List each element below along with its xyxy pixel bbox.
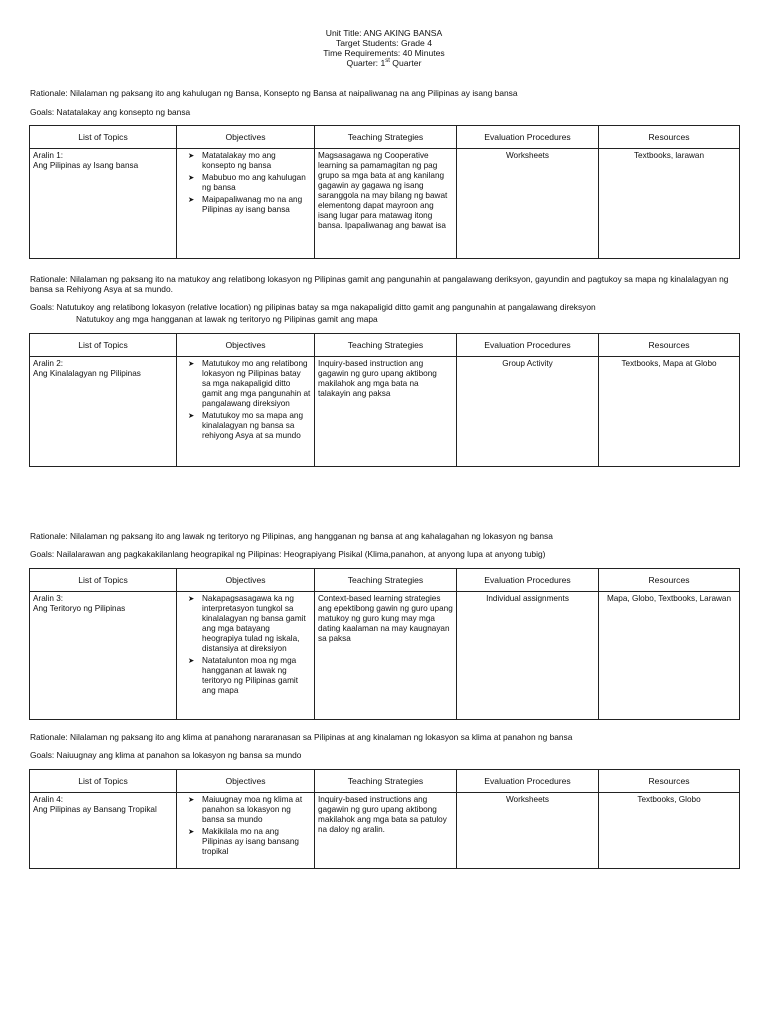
table-header-row — [30, 126, 740, 149]
strategies-cell: Inquiry-based instructions ang gagawin ng guro upang aktibong makilahok ang mga bata sa patuloy na daloy ng aralin. — [315, 793, 457, 869]
lesson-table-2 — [29, 333, 740, 467]
col-header-strategies: Teaching Strategies — [315, 334, 457, 357]
objective-item: ➤ Matutukoy mo sa mapa ang kinalalagyan ng bansa sa rehiyong Asya at sa mundo — [180, 411, 311, 441]
target-students: Target Students: Grade 4 — [335, 38, 433, 49]
table-header-row — [30, 569, 740, 592]
objective-item: ➤ Maipapaliwanag mo na ang Pilipinas ay isang bansa — [180, 195, 311, 215]
lesson-table-1 — [29, 125, 740, 259]
col-header-resources: Resources — [599, 126, 740, 149]
objective-item: ➤ Nakapagsasagawa ka ng interpretasyon tungkol sa kinalalagyan ng bansa gamit ang mga batayang heograpiya tulad ng iskala, distansiya at direksiyon — [180, 594, 311, 654]
col-header-objectives: Objectives — [177, 770, 315, 793]
objective-item: ➤ Maiuugnay moa ng klima at panahon sa lokasyon ng bansa sa mundo — [180, 795, 311, 825]
topic-cell — [30, 793, 177, 869]
objective-item: ➤ Natatalunton moa ng mga hangganan at lawak ng teritoryo ng Pilipinas gamit ang mapa — [180, 656, 311, 696]
rationale-1: Rationale: Nilalaman ng paksang ito ang kahulugan ng Bansa, Konsepto ng Bansa at naipaliwanag na ang Pilipinas ay isang bansa — [30, 88, 518, 98]
table-row — [30, 793, 740, 869]
topic-title: Ang Pilipinas ay Isang bansa — [33, 161, 139, 170]
goals-4: Goals: Naiuugnay ang klima at panahon sa lokasyon ng bansa sa mundo — [30, 750, 302, 760]
col-header-objectives: Objectives — [177, 126, 315, 149]
rationale-2: Rationale: Nilalaman ng paksang ito na matukoy ang relatibong lokasyon ng Pilipinas gamit ang pangunahin at pangalawang deriksyon, gayundin and pagtukoy sa mapa ng kinalalagyan ng bansa sa Rehiyong Asya at sa mundo. — [30, 274, 729, 295]
aralin-label: Aralin 1: — [33, 151, 64, 160]
rationale-3: Rationale: Nilalaman ng paksang ito ang lawak ng teritoryo ng Pilipinas, ang hangganan ng bansa at ang kahalagahan ng lokasyon ng bansa — [30, 531, 553, 541]
goals-2: Goals: Natutukoy ang relatibong lokasyon (relative location) ng pilipinas batay sa mga nakapaligid ditto gamit ang pangunahin at pangalawang direksyon — [30, 302, 596, 312]
col-header-topics: List of Topics — [30, 569, 177, 592]
topic-cell — [30, 149, 177, 259]
col-header-resources: Resources — [599, 334, 740, 357]
objective-item: ➤ Makikilala mo na ang Pilipinas ay isang bansang tropikal — [180, 827, 311, 857]
document-header — [0, 28, 768, 69]
col-header-topics: List of Topics — [30, 334, 177, 357]
topic-title: Ang Kinalalagyan ng Pilipinas — [33, 369, 141, 378]
unit-title: Unit Title: ANG AKING BANSA — [325, 28, 443, 38]
evaluation-cell: Individual assignments — [457, 592, 599, 720]
col-header-evaluation: Evaluation Procedures — [457, 770, 599, 793]
resources-cell: Textbooks, Globo — [599, 793, 740, 869]
objectives-cell — [177, 149, 315, 259]
col-header-evaluation: Evaluation Procedures — [457, 334, 599, 357]
topic-title: Ang Pilipinas ay Bansang Tropikal — [33, 805, 157, 814]
objectives-cell — [177, 357, 315, 467]
objectives-cell — [177, 592, 315, 720]
table-header-row — [30, 334, 740, 357]
col-header-evaluation: Evaluation Procedures — [457, 569, 599, 592]
time-requirements: Time Requirements: 40 Minutes — [323, 48, 445, 59]
table-row — [30, 592, 740, 720]
col-header-resources: Resources — [599, 770, 740, 793]
evaluation-cell: Worksheets — [457, 149, 599, 259]
topic-cell — [30, 357, 177, 467]
objective-item: ➤ Matutukoy mo ang relatibong lokasyon ng Pilipinas batay sa mga nakapaligid ditto gamit ang mga pangunahin at pangalawang direksiyon — [180, 359, 311, 409]
evaluation-cell: Worksheets — [457, 793, 599, 869]
goals-1: Goals: Natatalakay ang konsepto ng bansa — [30, 107, 191, 117]
objective-item: ➤ Mabubuo mo ang kahulugan ng bansa — [180, 173, 311, 193]
table-row — [30, 149, 740, 259]
col-header-resources: Resources — [599, 569, 740, 592]
col-header-strategies: Teaching Strategies — [315, 569, 457, 592]
col-header-strategies: Teaching Strategies — [315, 126, 457, 149]
strategies-cell: Inquiry-based instruction ang gagawin ng guro upang aktibong makilahok ang mga bata na talakayin ang paksa — [315, 357, 457, 467]
col-header-evaluation: Evaluation Procedures — [457, 126, 599, 149]
aralin-label: Aralin 3: — [33, 594, 64, 603]
goals-2-line-2: Natutukoy ang mga hangganan at lawak ng teritoryo ng Pilipinas gamit ang mapa — [76, 314, 378, 324]
lesson-table-3 — [29, 568, 740, 720]
quarter: Quarter: 1st Quarter — [346, 58, 422, 69]
objectives-cell — [177, 793, 315, 869]
aralin-label: Aralin 2: — [33, 359, 64, 368]
resources-cell: Textbooks, larawan — [599, 149, 740, 259]
table-row — [30, 357, 740, 467]
strategies-cell: Magsasagawa ng Cooperative learning sa pamamagitan ng pag grupo sa mga bata at ang kanilang gagawin ay gagawa ng isang saranggola na may bilang ng bawat elementong dapat mayroon ang isang lugar para matawag itong bansa. Ipapaliwanag ang bawat isa — [315, 149, 457, 259]
topic-cell — [30, 592, 177, 720]
col-header-topics: List of Topics — [30, 770, 177, 793]
col-header-objectives: Objectives — [177, 334, 315, 357]
col-header-objectives: Objectives — [177, 569, 315, 592]
topic-title: Ang Teritoryo ng Pilipinas — [33, 604, 126, 613]
lesson-table-4 — [29, 769, 740, 869]
aralin-label: Aralin 4: — [33, 795, 64, 804]
objective-item: ➤ Matatalakay mo ang konsepto ng bansa — [180, 151, 311, 171]
goals-3: Goals: Nailalarawan ang pagkakakilanlang heograpikal ng Pilipinas: Heograpiyang Pisikal (Klima,panahon, at anyong lupa at anyong tubig) — [30, 549, 546, 559]
resources-cell: Mapa, Globo, Textbooks, Larawan — [599, 592, 740, 720]
evaluation-cell: Group Activity — [457, 357, 599, 467]
strategies-cell: Context-based learning strategies ang epektibong gawin ng guro upang matukoy ng guro kung may mga dating kaalaman na may kaugnayan sa paksa — [315, 592, 457, 720]
rationale-4: Rationale: Nilalaman ng paksang ito ang klima at panahong nararanasan sa Pilipinas at ang kinalaman ng lokasyon sa klima at panahon ng bansa — [30, 732, 573, 742]
col-header-strategies: Teaching Strategies — [315, 770, 457, 793]
resources-cell: Textbooks, Mapa at Globo — [599, 357, 740, 467]
table-header-row — [30, 770, 740, 793]
col-header-topics: List of Topics — [30, 126, 177, 149]
